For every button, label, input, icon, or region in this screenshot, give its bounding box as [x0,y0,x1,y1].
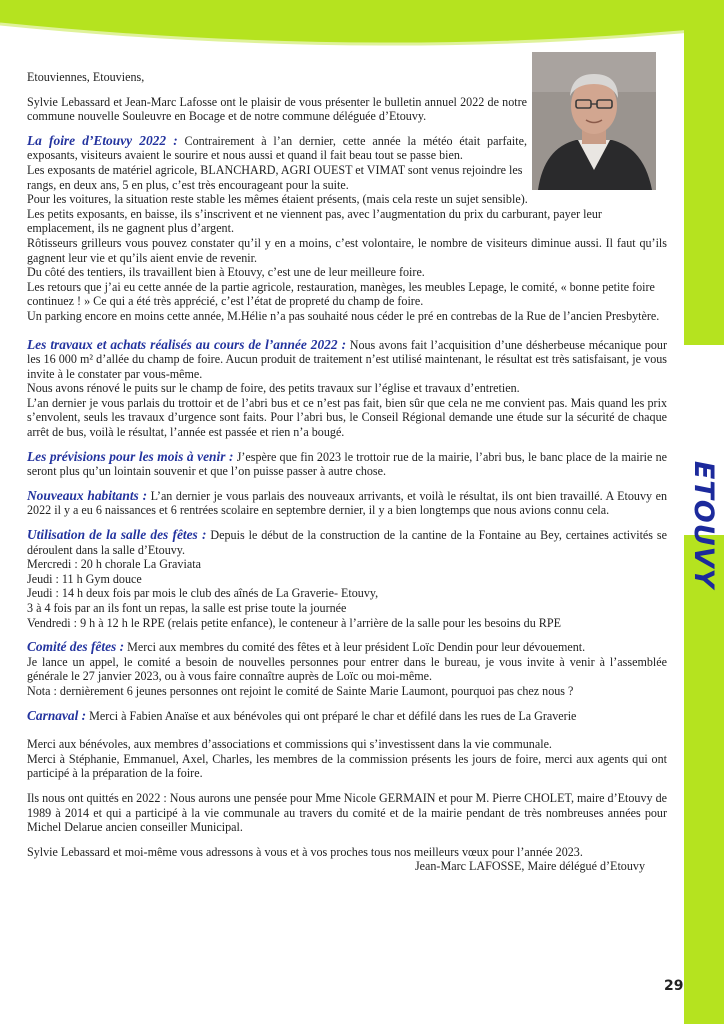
comite-paragraph: Je lance un appel, le comité a besoin de nouvelles personnes pour entrer dans le bureau, je vous invite à venir à l’assemblée générale le 27 janvier 2023, ou à vous faire connaître auprès de Loïc ou moi-même. [27,654,667,684]
foire-lead: Contrairement à l’an dernier, cette année la météo était parfaite, exposants, visiteurs avaient le sourire et nous aussi et quand il fait beau tout se passe bien. [27,133,527,163]
foire-paragraph: Les retours que j’ai eu cette année de la partie agricole, restauration, manèges, les meubles Lepage, le comité, « bonne petite foire continuez ! » Ce qui a été très apprécié, c’est l’état de propreté du champ de foire. [27,279,655,309]
travaux-paragraph: L’an dernier je vous parlais du trottoir et de l’abri bus et ce n’est pas fait, bien sûr que cela ne me convient pas. Mais quand les prix s’envolent, seuls les travaux d’urgence sont faits. Pour l’abri bus, le Conseil Régional demande une étude sur la sécurité de chaque arrêt de bus, voilà le résultat, l’année est passée et rien n’a bougé. [27,395,667,440]
salle-schedule-line: Jeudi : 14 h deux fois par mois le club des aînés de La Graverie- Etouvy, [27,586,379,601]
previsions-lead: J’espère que fin 2023 le trottoir rue de la mairie, l’abri bus, le banc place de la mairie ne seront plus qu’un lointain souvenir et que l’on puisse passer à autre chose. [27,449,667,479]
salle-section [27,528,667,557]
foire-paragraph: Les exposants de matériel agricole, BLANCHARD, AGRI OUEST et VIMAT sont venus rejoindre les rangs, en deux ans, 5 en plus, c’est très encourageant pour la suite. [27,162,523,192]
habitants-title: Nouveaux habitants : [27,487,148,503]
side-band-green-top [684,0,724,345]
carnaval-section [27,709,667,724]
salle-lead: Depuis le début de la construction de la cantine de la Fontaine au Bey, certaines activités se déroulent dans la salle d’Etouvy. [27,528,668,557]
letter-body [27,70,667,874]
salle-schedule-line: 3 à 4 fois par an ils font un repas, la salle est prise toute la journée [27,601,347,615]
travaux-section [27,338,667,382]
foire-paragraph: Les petits exposants, en baisse, ils s’inscrivent et ne viennent pas, avec l’augmentation du prix du carburant, payer leur emplacement, ils ne gagnent plus d’argent. [27,206,602,236]
foire-paragraph: Rôtisseurs grilleurs vous pouvez constater qu’il y en a moins, c’est volontaire, le nombre de visiteurs diminue aussi. Il faut qu’ils gagnent leur vie et qu’ils aient envie de revenir. [27,235,667,265]
salle-schedule-line: Vendredi : 9 h à 12 h le RPE (relais petite enfance), le conteneur à l’arrière de la salle pour les besoins du RPE [27,615,561,630]
foire-paragraph: Pour les voitures, la situation reste stable les mêmes étaient présents, (mais cela reste un sujet sensible). [27,192,528,207]
habitants-lead: L’an dernier je vous parlais des nouveaux arrivants, et voilà le résultat, ils ont bien travaillé. A Etouvy en 2022 il y a eu 6 naissances et 6 rentrées scolaire en septembre dernier, il y a bien longtemps que nous avions connu cela. [27,488,667,518]
previsions-section [27,450,667,479]
habitants-section [27,489,667,518]
foire-paragraph: Un parking encore en moins cette année, M.Hélie n’a pas souhaité nous céder le pré en contrebas de la Rue de l’ancien Presbytère. [27,308,660,323]
previsions-title: Les prévisions pour les mois à venir : [27,448,234,464]
voeux-paragraph: Sylvie Lebassard et moi-même vous adressons à vous et à vos proches tous nos meilleurs vœux pour l’année 2023. [27,844,583,859]
foire-title: La foire d’Etouvy 2022 : [27,132,178,148]
foire-section [27,134,527,163]
salutation: Etouviennes, Etouviens, [27,70,145,84]
salle-schedule-line: Jeudi : 11 h Gym douce [27,571,142,586]
comite-paragraph: Nota : dernièrement 6 jeunes personnes ont rejoint le comité de Sainte Marie Laumont, pourquoi pas chez nous ? [27,683,574,698]
comite-title: Comité des fêtes : [27,639,125,655]
hommage-paragraph: Ils nous ont quittés en 2022 : Nous aurons une pensée pour Mme Nicole GERMAIN et pour M. Pierre CHOLET, maire d’Etouvy de 1989 à 2014 et qui a participé à la vie communale au travers du comité et de la mairie pendant de très nombreuses années pour Michel Delarue ancien conseiller Municipal. [27,790,667,835]
intro-paragraph: Sylvie Lebassard et Jean-Marc Lafosse ont le plaisir de vous présenter le bulletin annuel 2022 de notre commune nouvelle Souleuvre en Bocage et de notre commune déléguée d’Etouvy. [27,94,527,124]
signature: Jean-Marc LAFOSSE, Maire délégué d’Etouvy [414,859,645,874]
remerciements-paragraph: Merci aux bénévoles, aux membres d’associations et commissions qui s’investissent dans la vie communale. [27,737,552,752]
travaux-lead: Nous avons fait l’acquisition d’une désherbeuse mécanique pour les 16 000 m² d’allée du champ de foire. Aucun produit de traitement n’est utilisé maintenant, le résultat est très satisfaisant, je vous invite à le constater par vous-même. [27,337,667,381]
comite-lead: Merci aux membres du comité des fêtes et à leur président Loïc Dendin pour leur dévouement. [124,640,586,655]
salle-schedule-line: Mercredi : 20 h chorale La Graviata [27,557,201,572]
travaux-paragraph: Nous avons rénové le puits sur le champ de foire, des petits travaux sur l’église et travaux d’entretien. [27,381,520,396]
foire-paragraph: Du côté des tentiers, ils travaillent bien à Etouvy, c’est une de leur meilleure foire. [27,265,425,280]
comite-section [27,640,667,655]
side-band-green-bottom [684,535,724,1024]
page-number: 29 [664,978,684,994]
carnaval-lead: Merci à Fabien Anaïse et aux bénévoles qui ont préparé le char et défilé dans les rues de La Graverie [86,708,577,723]
carnaval-title: Carnaval : [27,707,87,723]
salle-title: Utilisation de la salle des fêtes : [27,527,207,543]
remerciements-paragraph: Merci à Stéphanie, Emmanuel, Axel, Charles, les membres de la commission présents les jours de foire, merci aux agents qui ont participé à la préparation de la foire. [27,751,667,781]
side-label-etouvy: ETOUVY [688,460,720,590]
travaux-title: Les travaux et achats réalisés au cours de l’année 2022 : [27,336,347,352]
